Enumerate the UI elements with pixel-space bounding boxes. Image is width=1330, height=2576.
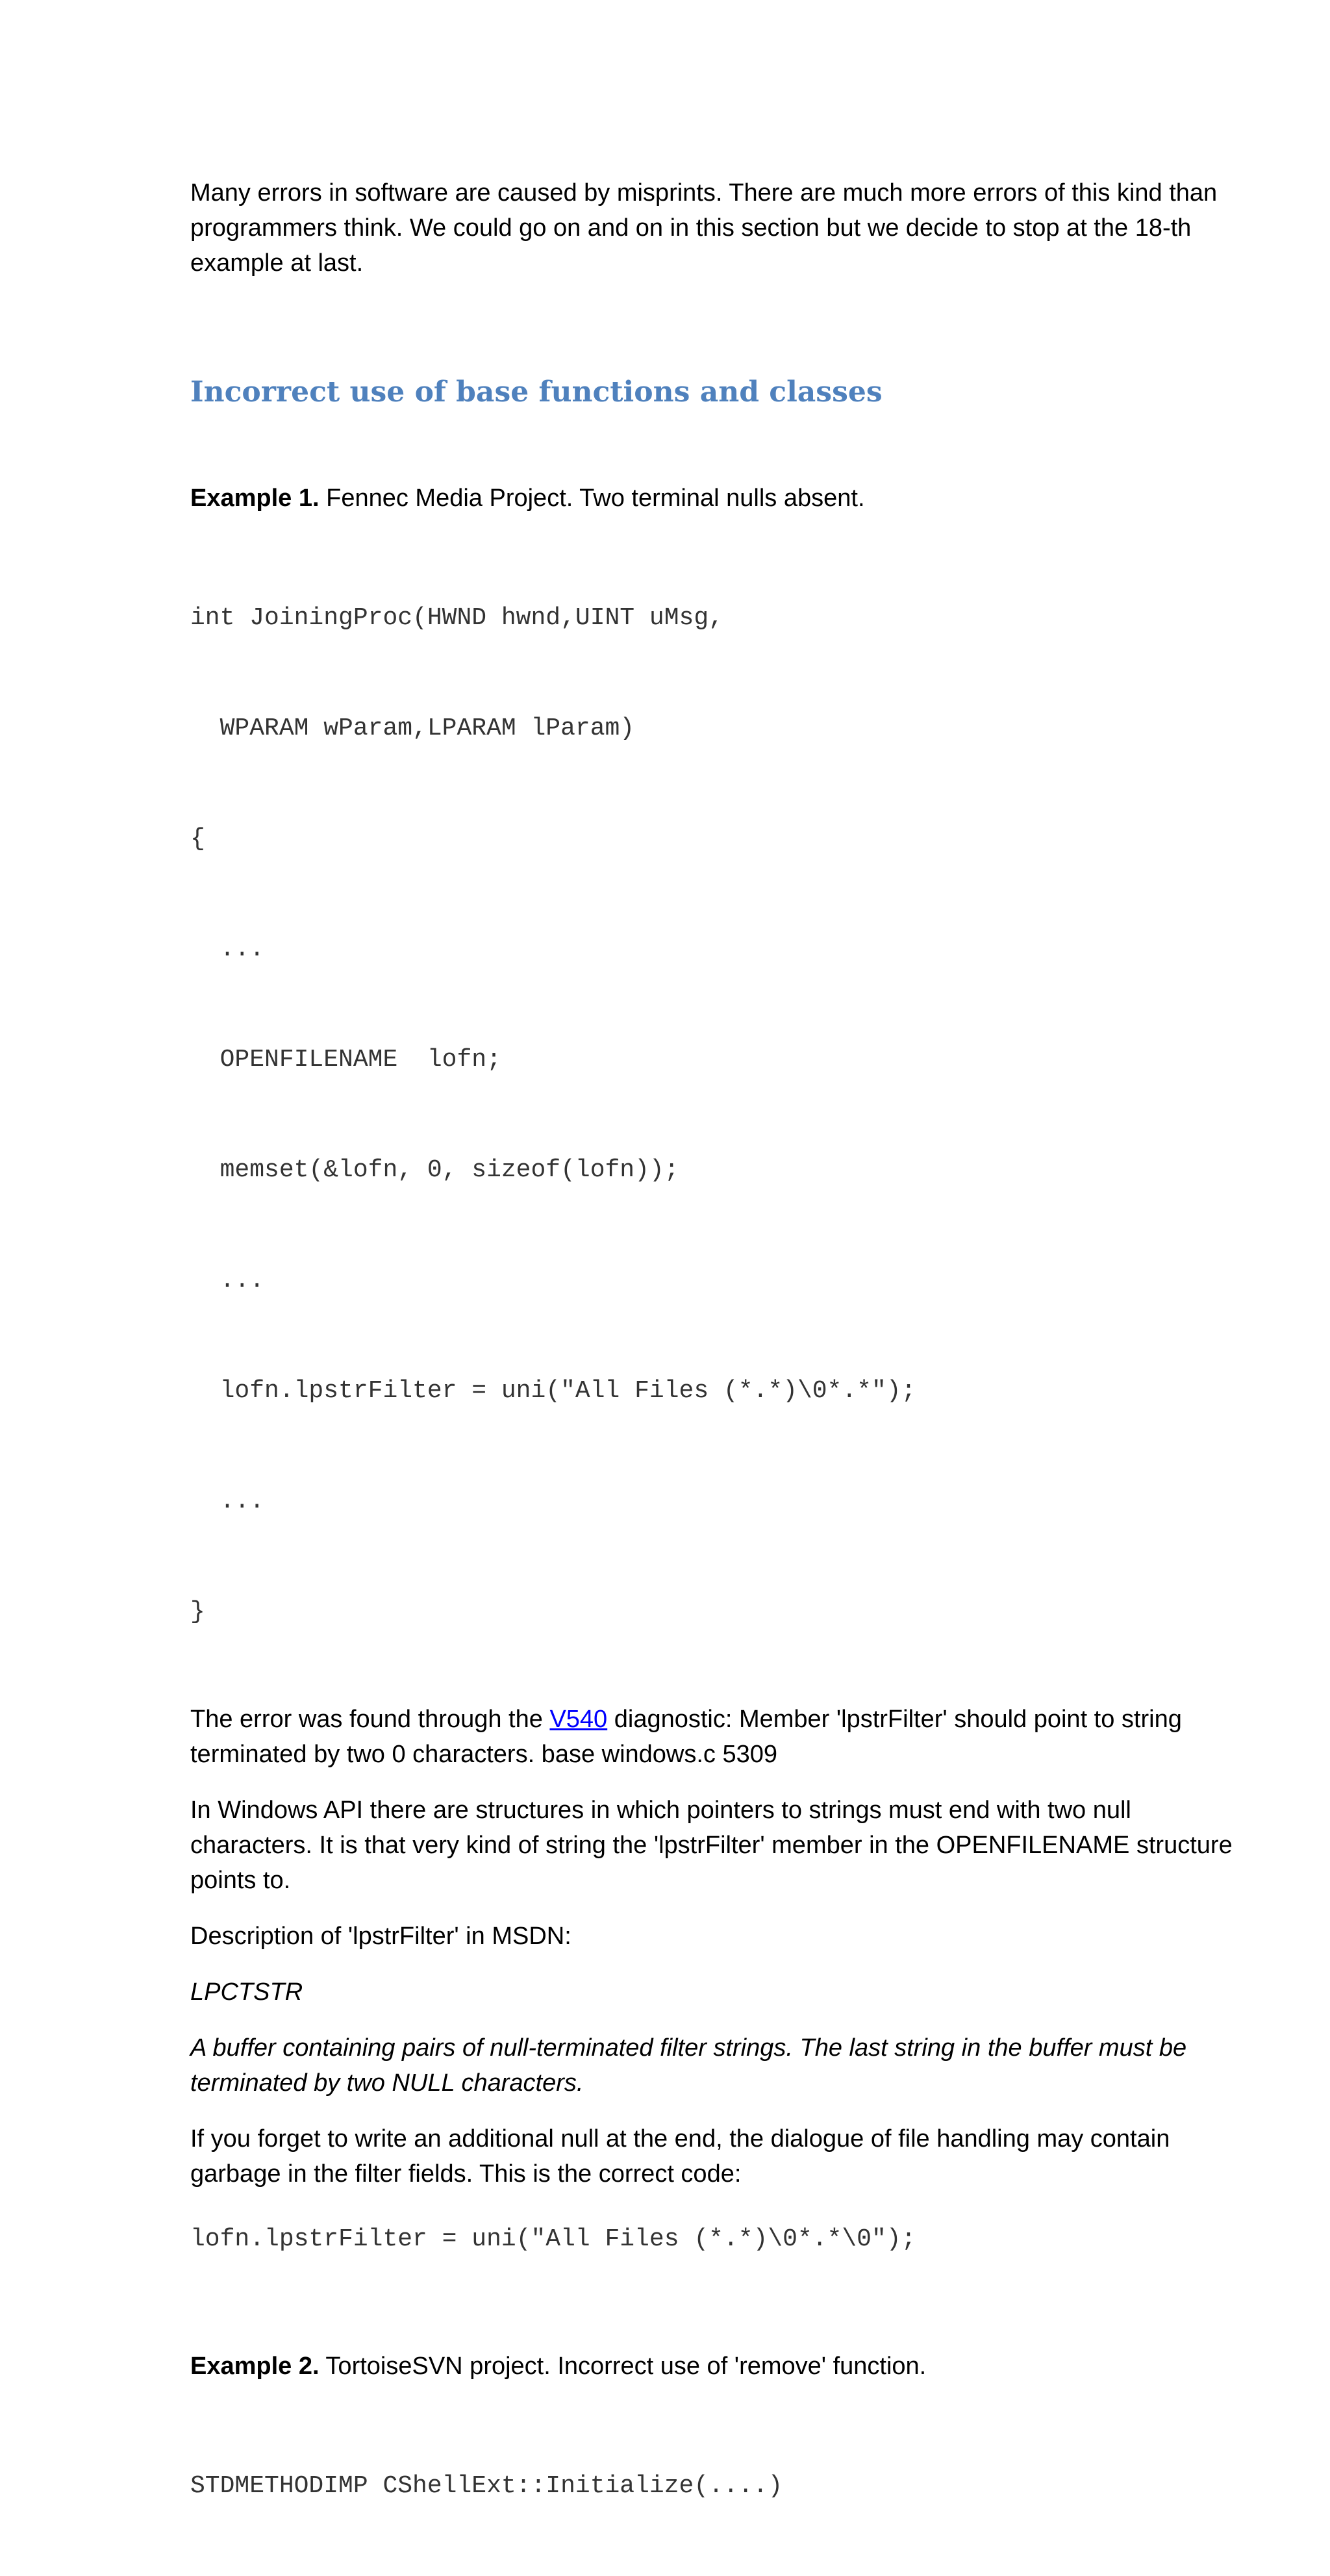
example-1-label: Example 1. [190,485,320,512]
lpctstr-type: LPCTSTR [190,1978,303,2006]
document-page [190,175,1242,2576]
code-line: } [190,1598,205,1626]
example-1-code-block [190,535,1242,1695]
example-2-title [190,2349,1242,2384]
code-line: lofn.lpstrFilter = uni("All Files (*.*)\0*.*"); [190,1377,916,1405]
code-line: ... [190,1267,265,1294]
code-line: ... [190,935,265,963]
code-line: ... [190,1487,265,1515]
example-1-title [190,481,1242,516]
code-line: { [190,825,205,853]
code-line: int JoiningProc(HWND hwnd,UINT uMsg, [190,604,723,632]
code-line: OPENFILENAME lofn; [190,1046,501,1074]
correct-code-line: lofn.lpstrFilter = uni("All Files (*.*)\0*.*\0"); [190,2225,916,2253]
example-2-code-block [190,2403,1242,2570]
diagnostic-text-before: The error was found through the [190,1706,550,1733]
code-line: STDMETHODIMP CShellExt::Initialize(....) [190,2472,783,2500]
example-2-description: TortoiseSVN project. Incorrect use of 'remove' function. [319,2353,927,2380]
diagnostic-paragraph [190,1702,1242,1772]
code-line: memset(&lofn, 0, sizeof(lofn)); [190,1156,679,1184]
windows-api-paragraph: In Windows API there are structures in which pointers to strings must end with two null characters. It is that very kind of string the 'lpstrFilter' member in the OPENFILENAME structure points to. [190,1797,1233,1894]
example-2-label: Example 2. [190,2353,320,2380]
example-1-description: Fennec Media Project. Two terminal nulls absent. [319,485,865,512]
section-heading: Incorrect use of base functions and classes [190,375,883,409]
correct-code-intro: If you forget to write an additional null at the end, the dialogue of file handling may contain garbage in the filter fields. This is the correct code: [190,2125,1170,2188]
diagnostic-text-after: diagnostic: Member 'lpstrFilter' should point to string terminated by two 0 characters. base windows.c 5309 [190,1706,1182,1768]
code-line: WPARAM wParam,LPARAM lParam) [190,714,635,742]
intro-paragraph: Many errors in software are caused by misprints. There are much more errors of this kind than programmers think. We could go on and on in this section but we decide to stop at the 18-th example at last. [190,179,1218,277]
msdn-quote: A buffer containing pairs of null-terminated filter strings. The last string in the buffer must be terminated by two NULL characters. [190,2034,1187,2097]
v540-link[interactable]: V540 [549,1706,608,1733]
msdn-description-paragraph: Description of 'lpstrFilter' in MSDN: [190,1923,571,1950]
